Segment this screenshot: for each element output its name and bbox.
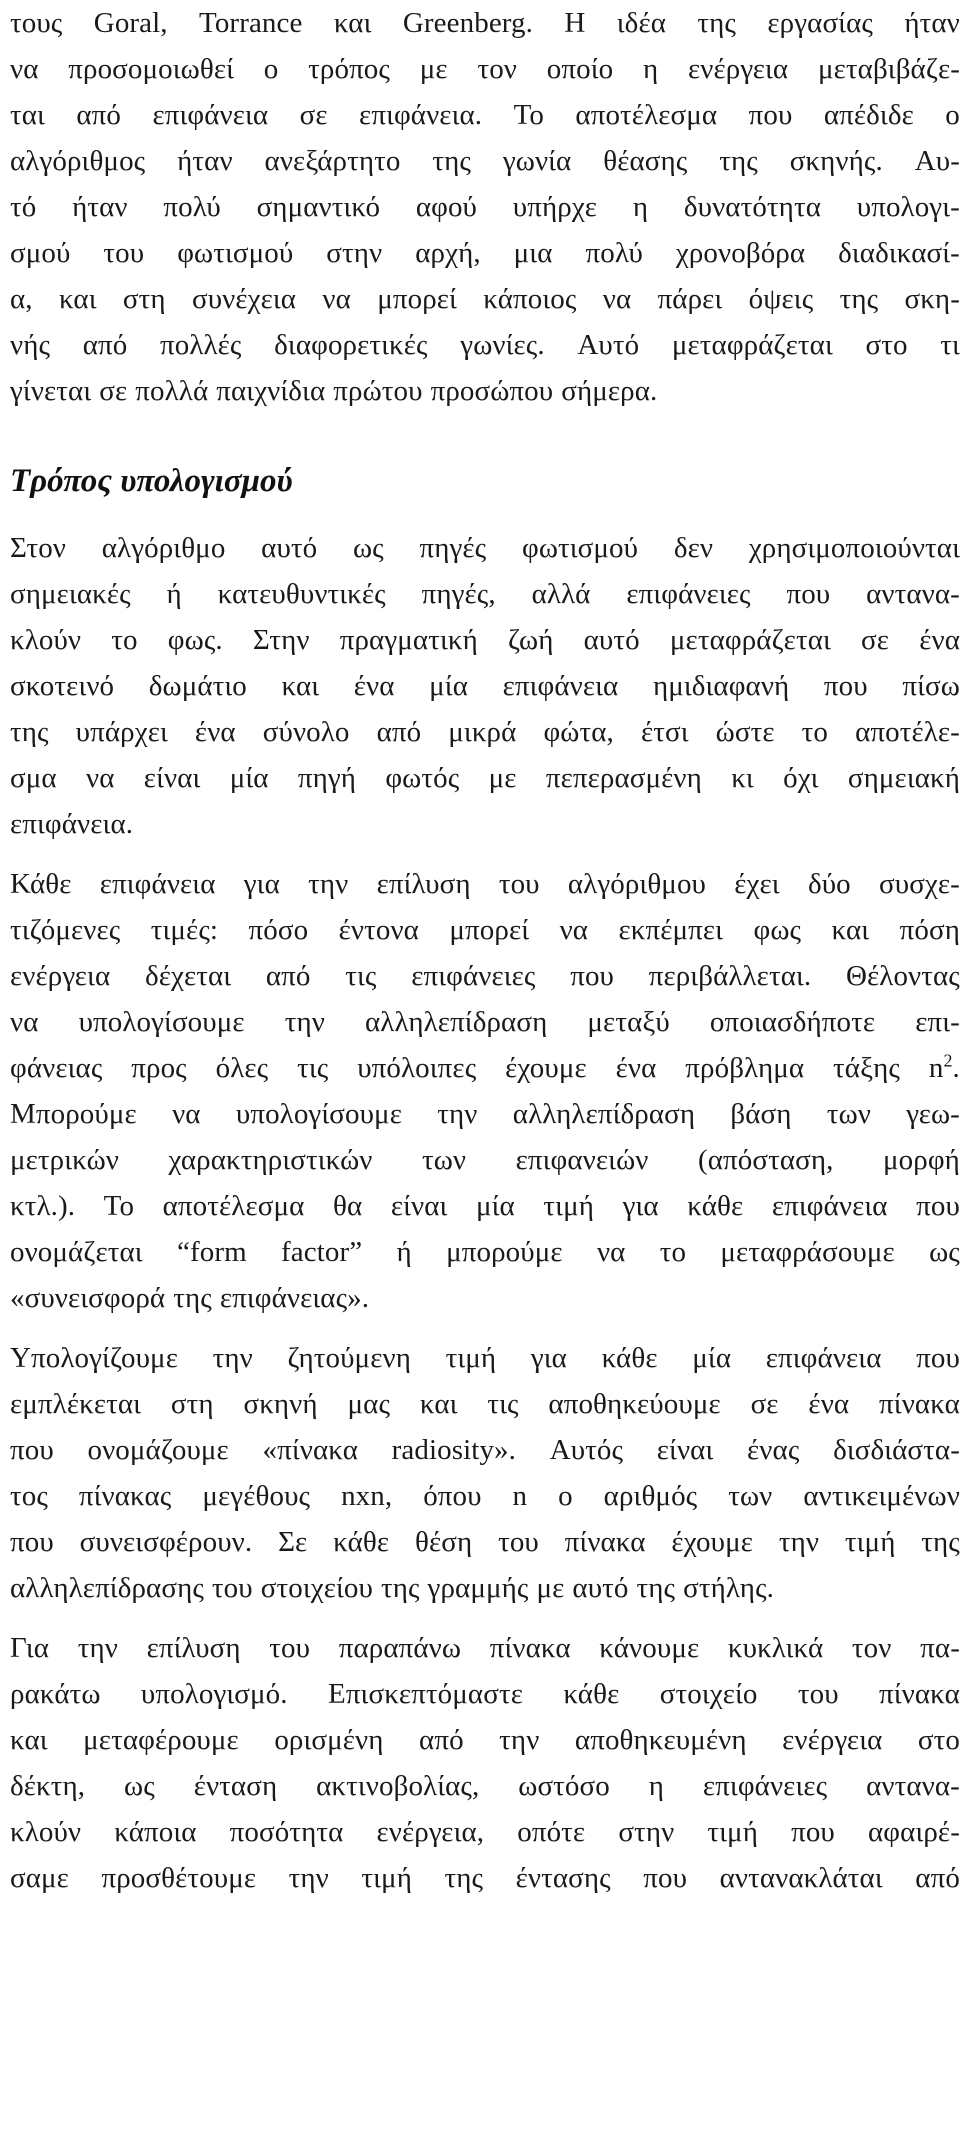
text-line: κλούν το φως. Στην πραγματική ζωή αυτό μεταφράζεται σε ένα	[10, 624, 960, 656]
text-line: Κάθε επιφάνεια για την επίλυση του αλγόριθμου έχει δύο συσχε-	[10, 868, 960, 900]
text-line: α, και στη συνέχεια να μπορεί κάποιος να πάρει όψεις της σκη-	[10, 283, 960, 315]
text-line: που συνεισφέρουν. Σε κάθε θέση του πίνακα έχουμε την τιμή της	[10, 1526, 960, 1558]
paragraph-1	[10, 525, 960, 847]
text-line: της υπάρχει ένα σύνολο από μικρά φώτα, έτσι ώστε το αποτέλε-	[10, 716, 960, 748]
text-line: επιφάνεια.	[10, 808, 134, 840]
text-line: Για την επίλυση του παραπάνω πίνακα κάνουμε κυκλικά τον πα-	[10, 1632, 960, 1664]
text-line: που ονομάζουμε «πίνακα radiosity». Αυτός είναι ένας δισδιάστα-	[10, 1434, 960, 1466]
paragraph-4	[10, 1625, 960, 1901]
text-line: Στον αλγόριθμο αυτό ως πηγές φωτισμού δεν χρησιμοποιούνται	[10, 532, 960, 564]
text-line: σκοτεινό δωμάτιο και ένα μία επιφάνεια ημιδιαφανή που πίσω	[10, 670, 960, 702]
text-line: σμού του φωτισμού στην αρχή, μια πολύ χρονοβόρα διαδικασί-	[10, 237, 960, 269]
text-line: ται από επιφάνεια σε επιφάνεια. Το αποτέλεσμα που απέδιδε ο	[10, 99, 960, 131]
text-line: Υπολογίζουμε την ζητούμενη τιμή για κάθε μία επιφάνεια που	[10, 1342, 960, 1374]
text-line: αλληλεπίδρασης του στοιχείου της γραμμής με αυτό της στήλης.	[10, 1572, 774, 1604]
text-line: Μπορούμε να υπολογίσουμε την αλληλεπίδραση βάση των γεω-	[10, 1098, 960, 1130]
paragraph-gap	[10, 847, 960, 861]
text-line: δέκτη, ως ένταση ακτινοβολίας, ωστόσο η επιφάνειες αντανα-	[10, 1770, 960, 1802]
text-line: τό ήταν πολύ σημαντικό αφού υπήρχε η δυνατότητα υπολογι-	[10, 191, 960, 223]
text-line: τους Goral, Torrance και Greenberg. Η ιδέα της εργασίας ήταν	[10, 7, 960, 39]
paragraph-gap	[10, 1611, 960, 1625]
superscript: 2	[943, 1050, 953, 1071]
text-line: και μεταφέρουμε ορισμένη από την αποθηκευμένη ενέργεια στο	[10, 1724, 960, 1756]
text-line: γίνεται σε πολλά παιχνίδια πρώτου προσώπου σήμερα.	[10, 375, 658, 407]
text-line: ρακάτω υπολογισμό. Επισκεπτόμαστε κάθε στοιχείο του πίνακα	[10, 1678, 960, 1710]
text-line: φάνειας προς όλες τις υπόλοιπες έχουμε ένα πρόβλημα τάξης $n^2$.	[10, 1050, 960, 1084]
text-line: σημειακές ή κατευθυντικές πηγές, αλλά επιφάνειες που αντανα-	[10, 578, 960, 610]
text-line: νής από πολλές διαφορετικές γωνίες. Αυτό μεταφράζεται στο τι	[10, 329, 960, 361]
text-line: σμα να είναι μία πηγή φωτός με πεπερασμένη κι όχι σημειακή	[10, 762, 960, 794]
text-line: κτλ.). Το αποτέλεσμα θα είναι μία τιμή για κάθε επιφάνεια που	[10, 1190, 960, 1222]
text-line: κλούν κάποια ποσότητα ενέργεια, οπότε στην τιμή που αφαιρέ-	[10, 1816, 960, 1848]
paragraph-gap	[10, 1321, 960, 1335]
section-heading: Τρόπος υπολογισμού	[10, 463, 293, 499]
text-line: ενέργεια δέχεται από τις επιφάνειες που περιβάλλεται. Θέλοντας	[10, 960, 960, 992]
text-line: να υπολογίσουμε την αλληλεπίδραση μεταξύ οποιασδήποτε επι-	[10, 1006, 960, 1038]
text-line: τος πίνακας μεγέθους nxn, όπου n ο αριθμός των αντικειμένων	[10, 1480, 960, 1512]
text-line: εμπλέκεται στη σκηνή μας και τις αποθηκεύουμε σε ένα πίνακα	[10, 1388, 960, 1420]
text-line: ονομάζεται “form factor” ή μπορούμε να το μεταφράσουμε ως	[10, 1236, 960, 1268]
intro-paragraph	[10, 0, 960, 414]
paragraph-3	[10, 1335, 960, 1611]
text-line: σαμε προσθέτουμε την τιμή της έντασης που αντανακλάται από	[10, 1862, 960, 1894]
text-line: να προσομοιωθεί ο τρόπος με τον οποίο η ενέργεια μεταβιβάζε-	[10, 53, 960, 85]
text-line: «συνεισφορά της επιφάνειας».	[10, 1282, 370, 1314]
paragraph-2	[10, 861, 960, 1321]
text-line: τιζόμενες τιμές: πόσο έντονα μπορεί να εκπέμπει φως και πόση	[10, 914, 960, 946]
text-line: μετρικών χαρακτηριστικών των επιφανειών (απόσταση, μορφή	[10, 1144, 960, 1176]
document-page	[10, 0, 960, 1901]
text-line: αλγόριθμος ήταν ανεξάρτητο της γωνία θέασης της σκηνής. Αυ-	[10, 145, 960, 177]
